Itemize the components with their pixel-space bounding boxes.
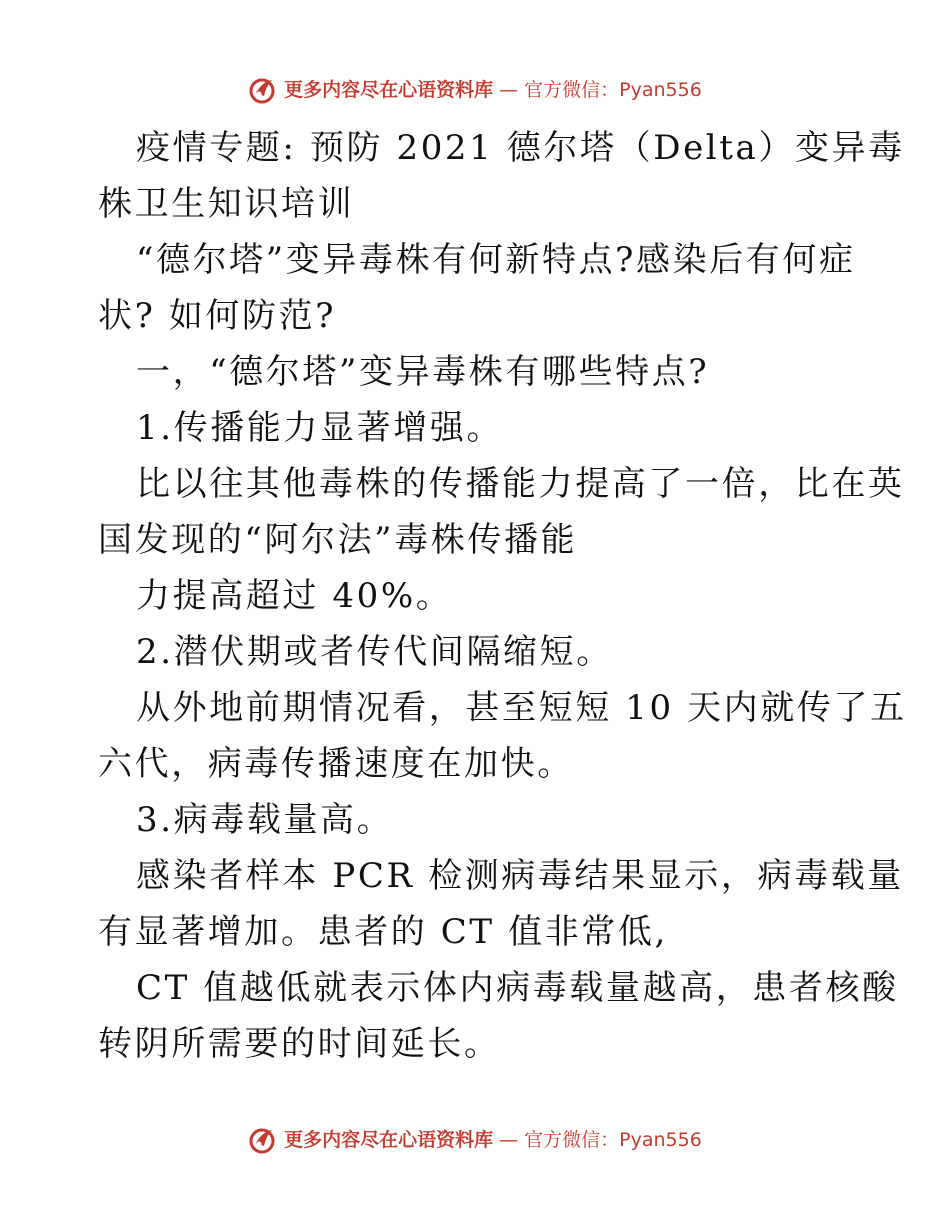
text-line: 比以往其他毒株的传播能力提高了一倍，比在英 xyxy=(136,464,905,504)
text-line: 1.传播能力显著增强。 xyxy=(136,408,504,448)
text-line: 有显著增加。患者的 CT 值非常低, xyxy=(98,912,668,952)
watermark-dash: — xyxy=(499,1129,519,1151)
document-body xyxy=(98,120,907,1072)
watermark-footer xyxy=(0,1126,950,1154)
text-line: 感染者样本 PCR 检测病毒结果显示，病毒载量 xyxy=(136,856,904,896)
text-line: 力提高超过 40%。 xyxy=(136,576,453,616)
text-line: 3.病毒载量高。 xyxy=(136,800,394,840)
text-line: 2.潜伏期或者传代间隔缩短。 xyxy=(136,632,613,672)
text-line: 国发现的“阿尔法”毒株传播能 xyxy=(98,520,578,560)
watermark-dash: — xyxy=(499,79,519,101)
text-line: “德尔塔”变异毒株有何新特点?感染后有何症 xyxy=(136,240,856,280)
watermark-text: 更多内容尽在心语资料库 xyxy=(284,1129,494,1151)
watermark-header xyxy=(0,76,950,104)
watermark-wechat: 官方微信：Pyan556 xyxy=(524,79,702,101)
text-line: 疫情专题: 预防 2021 德尔塔（Delta）变异毒 xyxy=(136,128,905,168)
brand-logo-icon xyxy=(248,1126,278,1154)
text-line: 株卫生知识培训 xyxy=(98,184,355,224)
text-line: 状? 如何防范? xyxy=(98,296,337,336)
text-line: 转阴所需要的时间延长。 xyxy=(98,1024,501,1064)
brand-logo-icon xyxy=(248,76,278,104)
text-line: 六代，病毒传播速度在加快。 xyxy=(98,744,574,784)
watermark-text: 更多内容尽在心语资料库 xyxy=(284,79,494,101)
watermark-wechat: 官方微信：Pyan556 xyxy=(524,1129,702,1151)
text-line: 一，“德尔塔”变异毒株有哪些特点? xyxy=(136,352,710,392)
text-line: 从外地前期情况看，甚至短短 10 天内就传了五 xyxy=(136,688,907,728)
text-line: CT 值越低就表示体内病毒载量越高，患者核酸 xyxy=(136,968,899,1008)
